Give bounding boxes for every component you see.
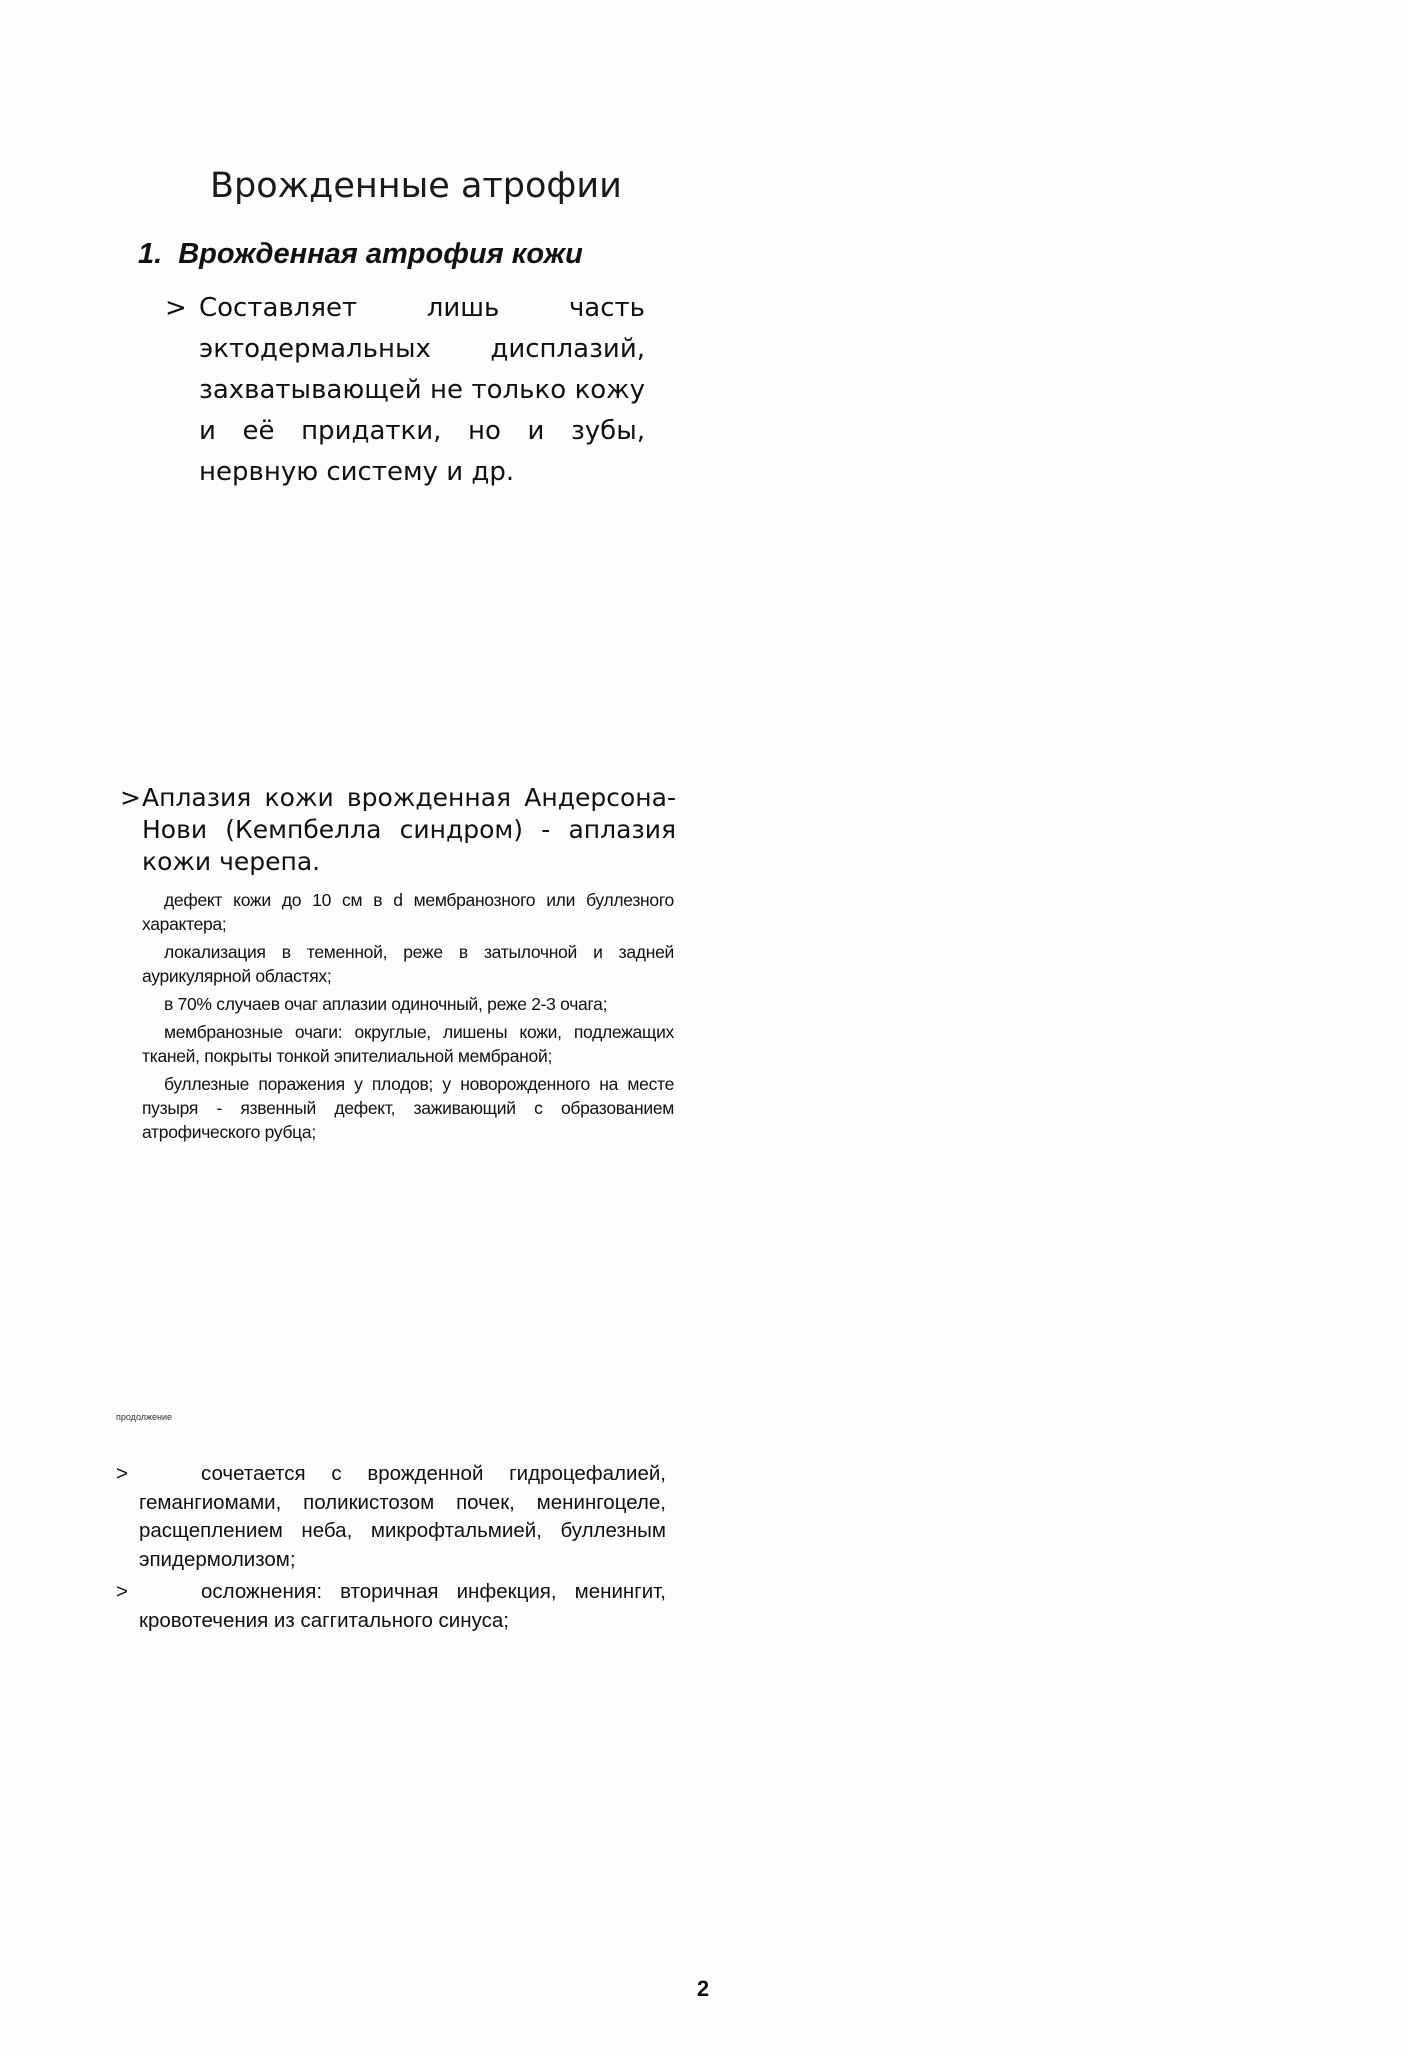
detail-item: в 70% случаев очаг аплазии одиночный, реже 2-3 очага; [164,994,608,1014]
details-list [142,888,674,1148]
continuation-label: продолжение [116,1412,173,1422]
bullet-2-text: Аплазия кожи врожденная Андерсона-Нови (Кемпбелла синдром) - аплазия кожи черепа. [142,783,676,876]
detail-item: локализация в теменной, реже в затылочной и задней аурикулярной областях; [142,942,674,986]
bullet-paragraph-2 [120,782,676,878]
list-item [116,1578,666,1635]
detail-item: дефект кожи до 10 см в d мембранозного или буллезного характера; [142,890,674,934]
detail-item: буллезные поражения у плодов; у новорожденного на месте пузыря - язвенный дефект, заживающий с образованием атрофического рубца; [142,1074,674,1142]
detail-item: мембранозные очаги: округлые, лишены кожи, подлежащих тканей, покрыты тонкой эпителиальной мембраной; [142,1022,674,1066]
section-number: 1. [138,238,163,270]
bullet-paragraph-1 [165,288,645,493]
page-number: 2 [696,1976,710,2001]
bullet-marker: > [120,783,141,812]
bullet-marker: > [165,293,187,323]
section-heading [138,238,583,271]
page-title: Врожденные атрофии [210,166,622,206]
list-item [116,1460,666,1574]
bullet-list-3 [116,1460,666,1639]
list-item-text: сочетается с врожденной гидроцефалией, гемангиомами, поликистозом почек, менингоцеле, расщеплением неба, микрофтальмией, буллезным эпидермолизом; [139,1462,666,1571]
list-item-text: осложнения: вторичная инфекция, менингит, кровотечения из саггитального синуса; [139,1580,666,1632]
bullet-marker: > [116,1462,128,1485]
bullet-1-text: Составляет лишь часть эктодермальных дисплазий, захватывающей не только кожу и её придатки, но и зубы, нервную систему и др. [199,293,645,487]
section-heading-text: Врожденная атрофия кожи [178,238,583,270]
bullet-marker: > [116,1580,128,1603]
